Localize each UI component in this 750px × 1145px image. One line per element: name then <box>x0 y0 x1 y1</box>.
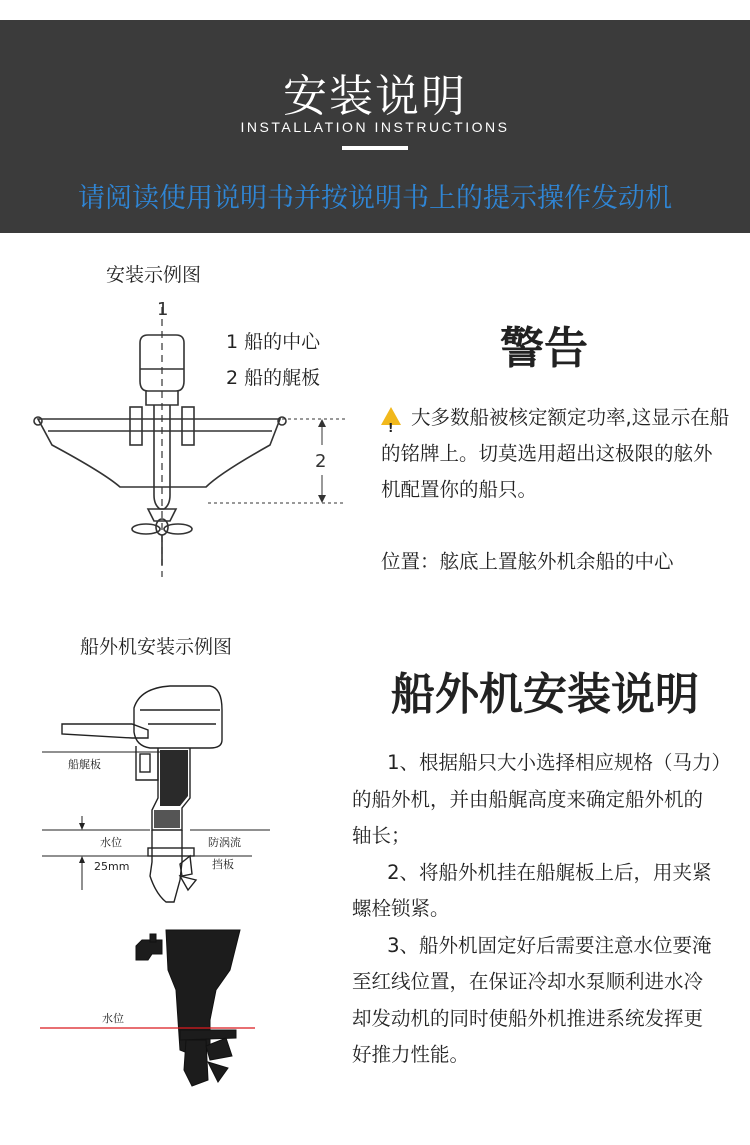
engine-waterline-photo <box>40 930 270 1090</box>
diagram1-legend <box>226 324 320 396</box>
transom-dimension-label: 2 <box>315 451 327 472</box>
center-label: 1 <box>157 299 169 320</box>
instruction-step-2: 2、将船外机挂在船艉板上后，用夹紧螺栓锁紧。 <box>352 860 712 920</box>
header-banner <box>0 20 750 233</box>
instructions-title: 船外机安装说明 <box>391 669 699 720</box>
title-divider <box>342 146 408 150</box>
plate-label: 挡板 <box>212 858 234 871</box>
reading-notice: 请阅读使用说明书并按说明书上的提示操作发动机 <box>78 183 672 214</box>
outboard-mounting-diagram <box>40 680 270 910</box>
red-waterline-label: 水位 <box>102 1012 124 1025</box>
warning-text: 大多数船被核定额定功率,这显示在船的铭牌上。切莫选用超出这极限的舷外机配置你的船只。 <box>381 406 730 501</box>
diagram1-caption: 安装示例图 <box>106 264 202 286</box>
transom-label: 船艉板 <box>68 758 101 771</box>
legend-item-center: 1 船的中心 <box>226 331 321 353</box>
waterline-label: 水位 <box>100 836 122 849</box>
warning-title: 警告 <box>500 323 588 374</box>
mounting-position-note: 位置：舷底上置舷外机余船的中心 <box>381 550 674 573</box>
instruction-step-1: 1、根据船只大小选择相应规格（马力）的船外机，并由船艉高度来确定船外机的轴长； <box>352 751 722 847</box>
depth-label: 25mm <box>94 860 130 873</box>
warning-triangle-icon <box>381 407 401 425</box>
page-title: 安装说明 <box>283 71 467 122</box>
warning-text-block <box>381 400 731 508</box>
instruction-step-3: 3、船外机固定好后需要注意水位要淹至红线位置，在保证冷却水泵顺利进水冷却发动机的同时使船外机推进系统发挥更好推力性能。 <box>352 933 712 1066</box>
anti-vortex-label: 防涡流 <box>208 836 241 849</box>
legend-item-transom: 2 船的艉板 <box>226 367 321 389</box>
diagram2-caption: 船外机安装示例图 <box>80 636 233 658</box>
page-subtitle: INSTALLATION INSTRUCTIONS <box>240 119 510 135</box>
instructions-steps <box>352 745 722 1074</box>
